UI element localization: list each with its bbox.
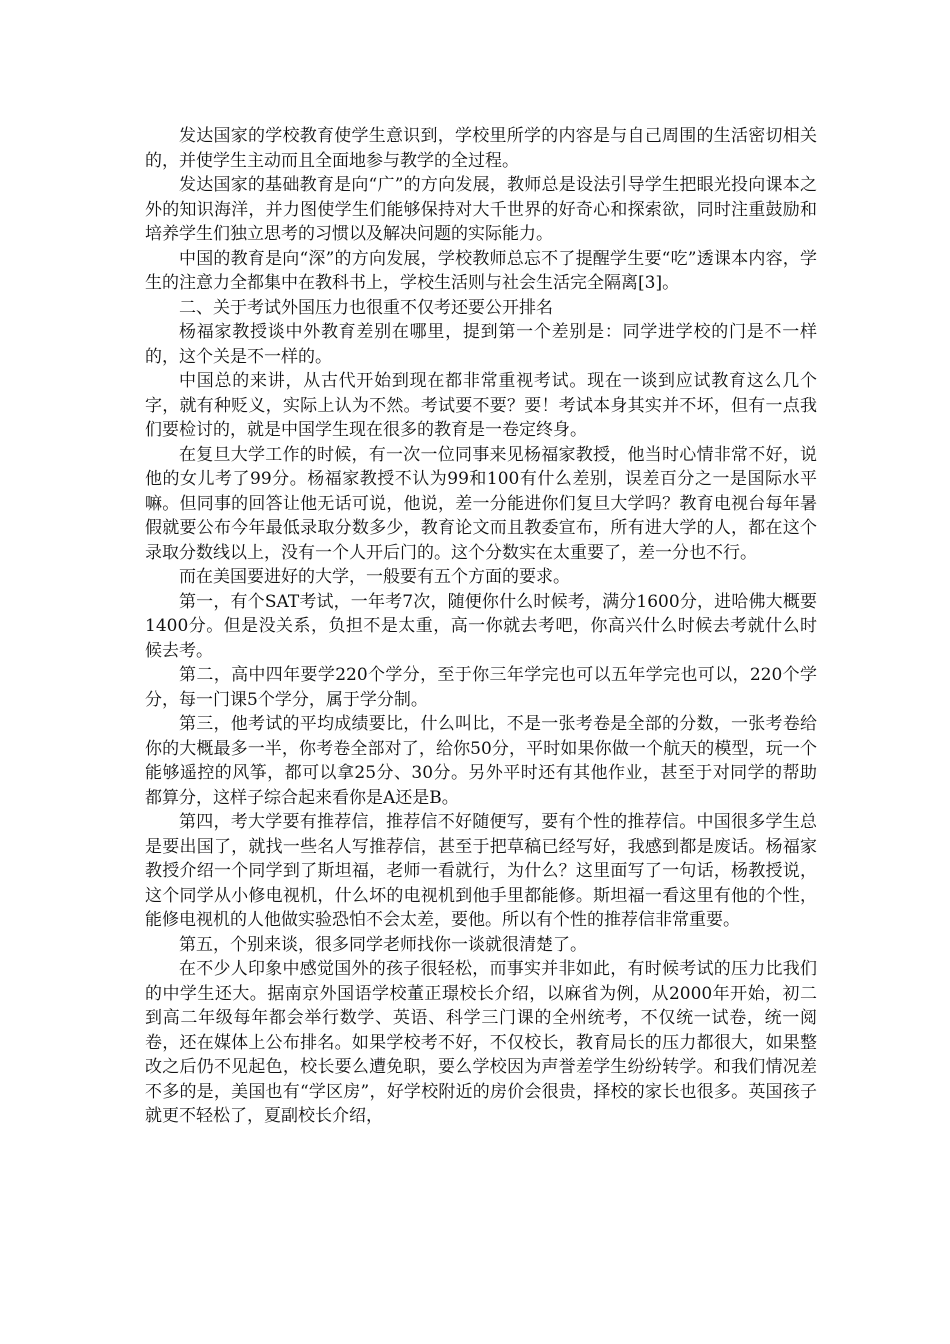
paragraph: 在不少人印象中感觉国外的孩子很轻松，而事实并非如此，有时候考试的压力比我们的中学生还大。据南京外国语学校董正璟校长介绍，以麻省为例，从2000年开始，初二到高二年级每年都会举行数学、英语、科学三门课的全州统考，不仅统一试卷，统一阅卷，还在媒体上公布排名。如果学校考不好，不仅校长，教育局长的压力都很大，如果整改之后仍不见起色，校长要么遭免职，要么学校因为声誉差学生纷纷转学。和我们情况差不多的是，美国也有“学区房”，好学校附近的房价会很贵，择校的家长也很多。英国孩子就更不轻松了，夏副校长介绍， — [145, 959, 817, 1126]
paragraph: 杨福家教授谈中外教育差别在哪里，提到第一个差别是：同学进学校的门是不一样的，这个关是不一样的。 — [145, 322, 817, 367]
paragraph: 中国总的来讲，从古代开始到现在都非常重视考试。现在一谈到应试教育这么几个字，就有种贬义，实际上认为不然。考试要不要？要！考试本身其实并不坏，但有一点我们要检讨的，就是中国学生现在很多的教育是一卷定终身。 — [145, 371, 817, 440]
paragraph: 而在美国要进好的大学，一般要有五个方面的要求。 — [179, 567, 570, 587]
paragraph: 第三，他考试的平均成绩要比，什么叫比，不是一张考卷是全部的分数，一张考卷给你的大概最多一半，你考卷全部对了，给你50分，平时如果你做一个航天的模型，玩一个能够遥控的风筝，都可以拿25分、30分。另外平时还有其他作业，甚至于对同学的帮助都算分，这样子综合起来看你是A还是B。 — [145, 714, 817, 808]
paragraph: 第一，有个SAT考试，一年考7次，随便你什么时候考，满分1600分，进哈佛大概要1400分。但是没关系，负担不是太重，高一你就去考吧，你高兴什么时候去考就什么时候去考。 — [145, 591, 817, 661]
section-heading: 二、关于考试外国压力也很重不仅考还要公开排名 — [179, 297, 553, 318]
paragraph: 第四，考大学要有推荐信，推荐信不好随便写，要有个性的推荐信。中国很多学生总是要出国了，就找一些名人写推荐信，甚至于把草稿已经写好，我感到都是废话。杨福家教授介绍一个同学到了斯坦福，老师一看就行，为什么？这里面写了一句话，杨教授说，这个同学从小修电视机，什么坏的电视机到他手里都能修。斯坦福一看这里有他的个性，能修电视机的人他做实验恐怕不会太差，要他。所以有个性的推荐信非常重要。 — [145, 812, 817, 930]
paragraph: 中国的教育是向“深”的方向发展，学校教师总忘不了提醒学生要“吃”透课本内容，学生的注意力全都集中在教科书上，学校生活则与社会生活完全隔离[3]。 — [145, 248, 817, 293]
paragraph: 第五，个别来谈，很多同学老师找你一谈就很清楚了。 — [179, 934, 587, 955]
paragraph: 在复旦大学工作的时候，有一次一位同事来见杨福家教授，他当时心情非常不好，说他的女儿考了99分。杨福家教授不认为99和100有什么差别，误差百分之一是国际水平嘛。但同事的回答让他无话可说，他说，差一分能进你们复旦大学吗？教育电视台每年暑假就要公布今年最低录取分数多少，教育论文而且教委宣布，所有进大学的人，都在这个录取分数线以上，没有一个人开后门的。这个分数实在太重要了，差一分也不行。 — [145, 444, 817, 563]
paragraph: 发达国家的基础教育是向“广”的方向发展，教师总是设法引导学生把眼光投向课本之外的知识海洋，并力图使学生们能够保持对大千世界的好奇心和探索欲，同时注重鼓励和培养学生们独立思考的习惯以及解决问题的实际能力。 — [145, 175, 817, 244]
paragraph: 第二，高中四年要学220个学分，至于你三年学完也可以五年学完也可以，220个学分，每一门课5个学分，属于学分制。 — [145, 665, 817, 710]
document-body — [145, 124, 817, 1129]
paragraph: 发达国家的学校教育使学生意识到，学校里所学的内容是与自己周围的生活密切相关的，并使学生主动而且全面地参与教学的全过程。 — [145, 126, 817, 171]
